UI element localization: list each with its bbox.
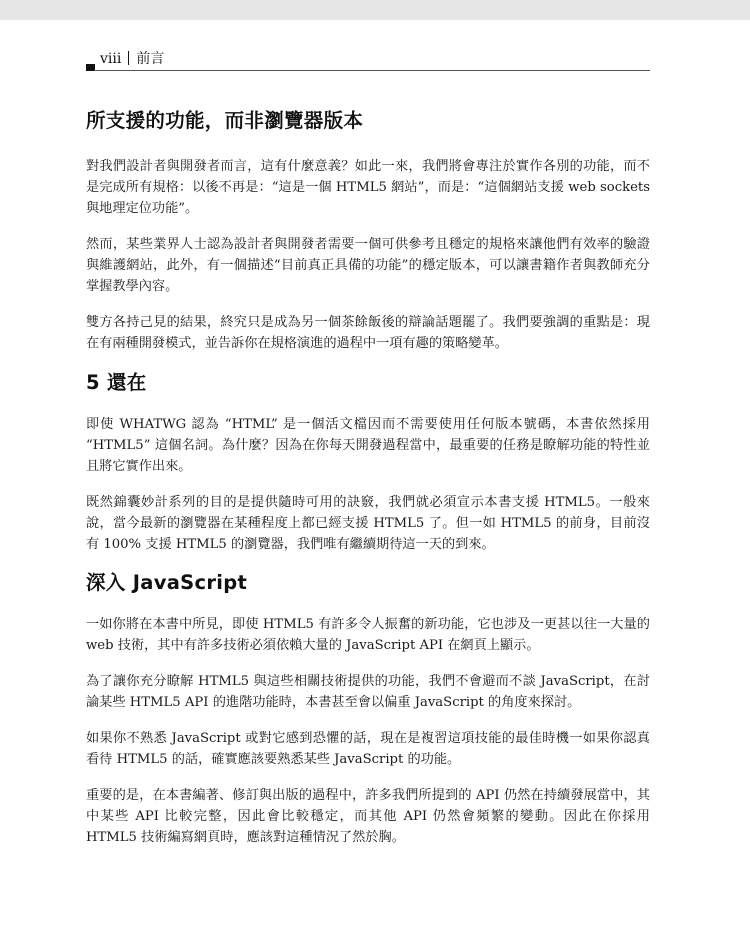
header-separator: [128, 51, 129, 65]
section-heading: 5 還在: [86, 371, 147, 394]
page-number: viii: [100, 51, 122, 67]
paragraph: 雙方各持己見的結果，終究只是成為另一個茶餘飯後的辯論話題罷了。我們要強調的重點是：現在有兩種開發模式，並告訴你在規格演進的過程中一項有趣的策略變革。: [86, 315, 650, 351]
paragraph: 為了讓你充分瞭解 HTML5 與這些相關技術提供的功能，我們不會避而不談 JavaScript，在討論某些 HTML5 API 的進階功能時，本書甚至會以偏重 JavaScript 的角度來探討。: [86, 674, 650, 710]
paragraph: 既然錦囊妙計系列的目的是提供隨時可用的訣竅，我們就必須宣示本書支援 HTML5。一般來說，當今最新的瀏覽器在某種程度上都已經支援 HTML5 了。但一如 HTML5 的前身，目前沒有 100% 支援 HTML5 的瀏覽器，我們唯有繼續期待這一天的到來。: [86, 495, 650, 552]
header-rule: [94, 70, 650, 71]
paragraph: 重要的是，在本書編著、修訂與出版的過程中，許多我們所提到的 API 仍然在持續發展當中，其中某些 API 比較完整，因此會比較穩定，而其他 API 仍然會頻繁的變動。因此在你採用 HTML5 技術編寫網頁時，應該對這種情況了然於胸。: [86, 788, 650, 845]
chapter-title: 前言: [136, 51, 165, 67]
paragraph: 一如你將在本書中所見，即使 HTML5 有許多令人振奮的新功能，它也涉及一更甚以往一大量的 web 技術，其中有許多技術必須依賴大量的 JavaScript API 在網頁上顯示。: [86, 617, 650, 653]
paragraph: 然而，某些業界人士認為設計者與開發者需要一個可供參考且穩定的規格來讓他們有效率的驗證與維護網站，此外，有一個描述“目前真正具備的功能”的穩定版本，可以讓書籍作者與教師充分掌握教學內容。: [86, 237, 650, 294]
page-body: [86, 108, 650, 863]
paragraph: 即使 WHATWG 認為 “HTML” 是一個活文檔因而不需要使用任何版本號碼，本書依然採用 “HTML5” 這個名詞。為什麼？因為在你每天開發過程當中，最重要的任務是瞭解功能的特性並且將它實作出來。: [86, 417, 650, 474]
section-heading: 深入 JavaScript: [86, 571, 248, 594]
top-margin-band: [0, 0, 750, 20]
running-header: [86, 46, 650, 72]
section-heading: 所支援的功能，而非瀏覽器版本: [86, 109, 364, 132]
paragraph: 對我們設計者與開發者而言，這有什麼意義？如此一來，我們將會專注於實作各別的功能，而不是完成所有規格：以後不再是：“這是一個 HTML5 網站”，而是：“這個網站支援 web sockets 與地理定位功能”。: [86, 159, 650, 216]
paragraph: 如果你不熟悉 JavaScript 或對它感到恐懼的話，現在是複習這項技能的最佳時機一如果你認真看待 HTML5 的話，確實應該要熟悉某些 JavaScript 的功能。: [86, 731, 650, 767]
header-text: [100, 51, 164, 67]
